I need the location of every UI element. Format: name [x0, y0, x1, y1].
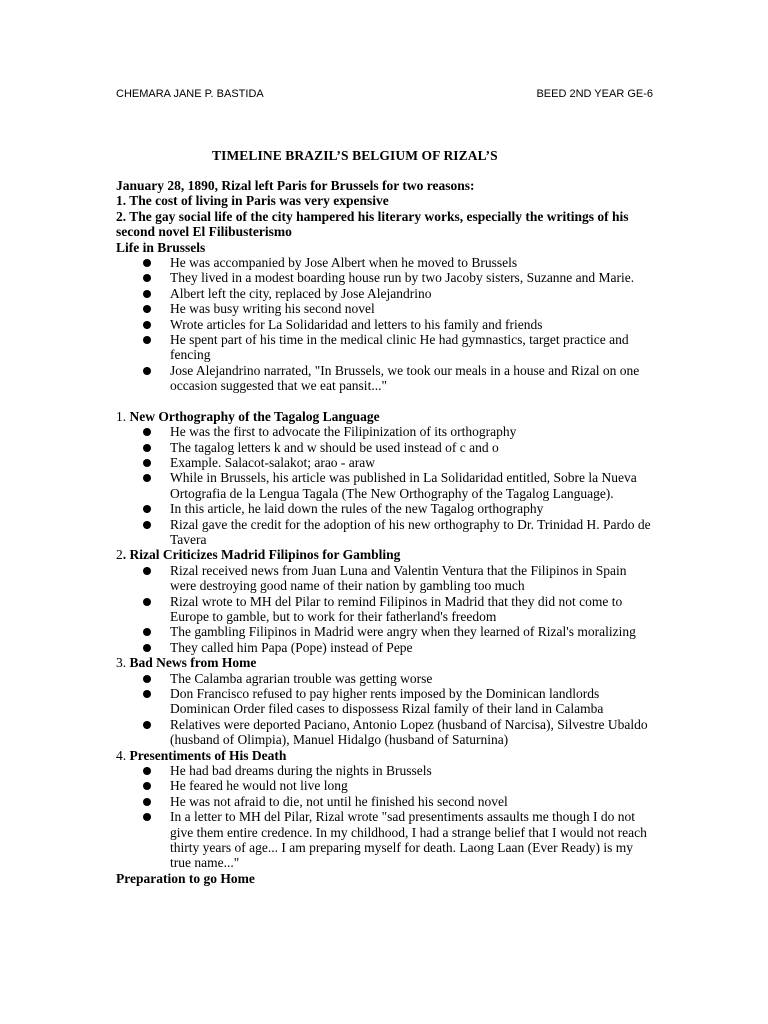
list-item: Rizal gave the credit for the adoption of his new orthography to Dr. Trinidad H. Pardo de Tavera — [116, 517, 656, 548]
document-title: TIMELINE BRAZIL’S BELGIUM OF RIZAL’S — [212, 148, 498, 163]
list-item: He was the first to advocate the Filipinization of its orthography — [116, 424, 656, 439]
section-4-list — [116, 763, 656, 871]
list-item: Rizal received news from Juan Luna and Valentin Ventura that the Filipinos in Spain were destroying good name of their nation by gambling too much — [116, 563, 656, 594]
list-item: Don Francisco refused to pay higher rents imposed by the Dominican landlords Dominican Order filed cases to dispossess Rizal family of their land in Calamba — [116, 686, 656, 717]
document-body — [116, 178, 656, 886]
list-item: The Calamba agrarian trouble was getting worse — [116, 671, 656, 686]
section-2-list — [116, 563, 656, 655]
section-heading-3: 3. Bad News from Home — [116, 655, 257, 671]
reason-1: 1. The cost of living in Paris was very expensive — [116, 193, 389, 209]
section-heading-2: 2. Rizal Criticizes Madrid Filipinos for Gambling — [116, 547, 401, 563]
section-heading-4: 4. Presentiments of His Death — [116, 747, 287, 763]
spacer — [116, 394, 656, 409]
reason-2: 2. The gay social life of the city hampered his literary works, especially the writings of his second novel El Filibusterismo — [116, 208, 629, 240]
list-item: Jose Alejandrino narrated, "In Brussels, we took our meals in a house and Rizal on one occasion suggested that we eat pansit..." — [116, 363, 656, 394]
list-item: They called him Papa (Pope) instead of Pepe — [116, 640, 656, 655]
section-1-list — [116, 424, 656, 547]
list-item: While in Brussels, his article was published in La Solidaridad entitled, Sobre la Nueva Ortografia de la Lengua Tagala (The New Orthography of the Tagalog Language). — [116, 470, 656, 501]
list-item: He was not afraid to die, not until he finished his second novel — [116, 794, 656, 809]
list-item: They lived in a modest boarding house run by two Jacoby sisters, Suzanne and Marie. — [116, 270, 656, 285]
section-heading-life: Life in Brussels — [116, 239, 206, 255]
author-name: CHEMARA JANE P. BASTIDA — [116, 88, 264, 100]
list-item: Rizal wrote to MH del Pilar to remind Filipinos in Madrid that they did not come to Europe to gamble, but to work for their fatherland's freedom — [116, 594, 656, 625]
list-item: He spent part of his time in the medical clinic He had gymnastics, target practice and fencing — [116, 332, 656, 363]
list-item: Albert left the city, replaced by Jose Alejandrino — [116, 286, 656, 301]
list-item: The gambling Filipinos in Madrid were angry when they learned of Rizal's moralizing — [116, 624, 656, 639]
section-heading-final: Preparation to go Home — [116, 870, 255, 886]
list-item: He feared he would not live long — [116, 778, 656, 793]
list-item: Wrote articles for La Solidaridad and letters to his family and friends — [116, 317, 656, 332]
section-3-list — [116, 671, 656, 748]
intro-line: January 28, 1890, Rizal left Paris for Brussels for two reasons: — [116, 178, 475, 193]
list-item: Example. Salacot-salakot; arao - araw — [116, 455, 656, 470]
list-item: In this article, he laid down the rules of the new Tagalog orthography — [116, 501, 656, 516]
list-item: In a letter to MH del Pilar, Rizal wrote "sad presentiments assaults me though I do not give them entire credence. In my childhood, I had a strange belief that I would not reach thirty years of age... I am preparing myself for death. Laong Laan (Ever Ready) is my true name..." — [116, 809, 656, 871]
course-label: BEED 2ND YEAR GE-6 — [536, 88, 653, 100]
list-item: Relatives were deported Paciano, Antonio Lopez (husband of Narcisa), Silvestre Ubaldo (husband of Olimpia), Manuel Hidalgo (husband of Saturnina) — [116, 717, 656, 748]
list-item: He had bad dreams during the nights in Brussels — [116, 763, 656, 778]
list-item: He was busy writing his second novel — [116, 301, 656, 316]
life-list — [116, 255, 656, 394]
section-heading-1: 1. New Orthography of the Tagalog Language — [116, 408, 380, 424]
list-item: The tagalog letters k and w should be used instead of c and o — [116, 440, 656, 455]
list-item: He was accompanied by Jose Albert when he moved to Brussels — [116, 255, 656, 270]
